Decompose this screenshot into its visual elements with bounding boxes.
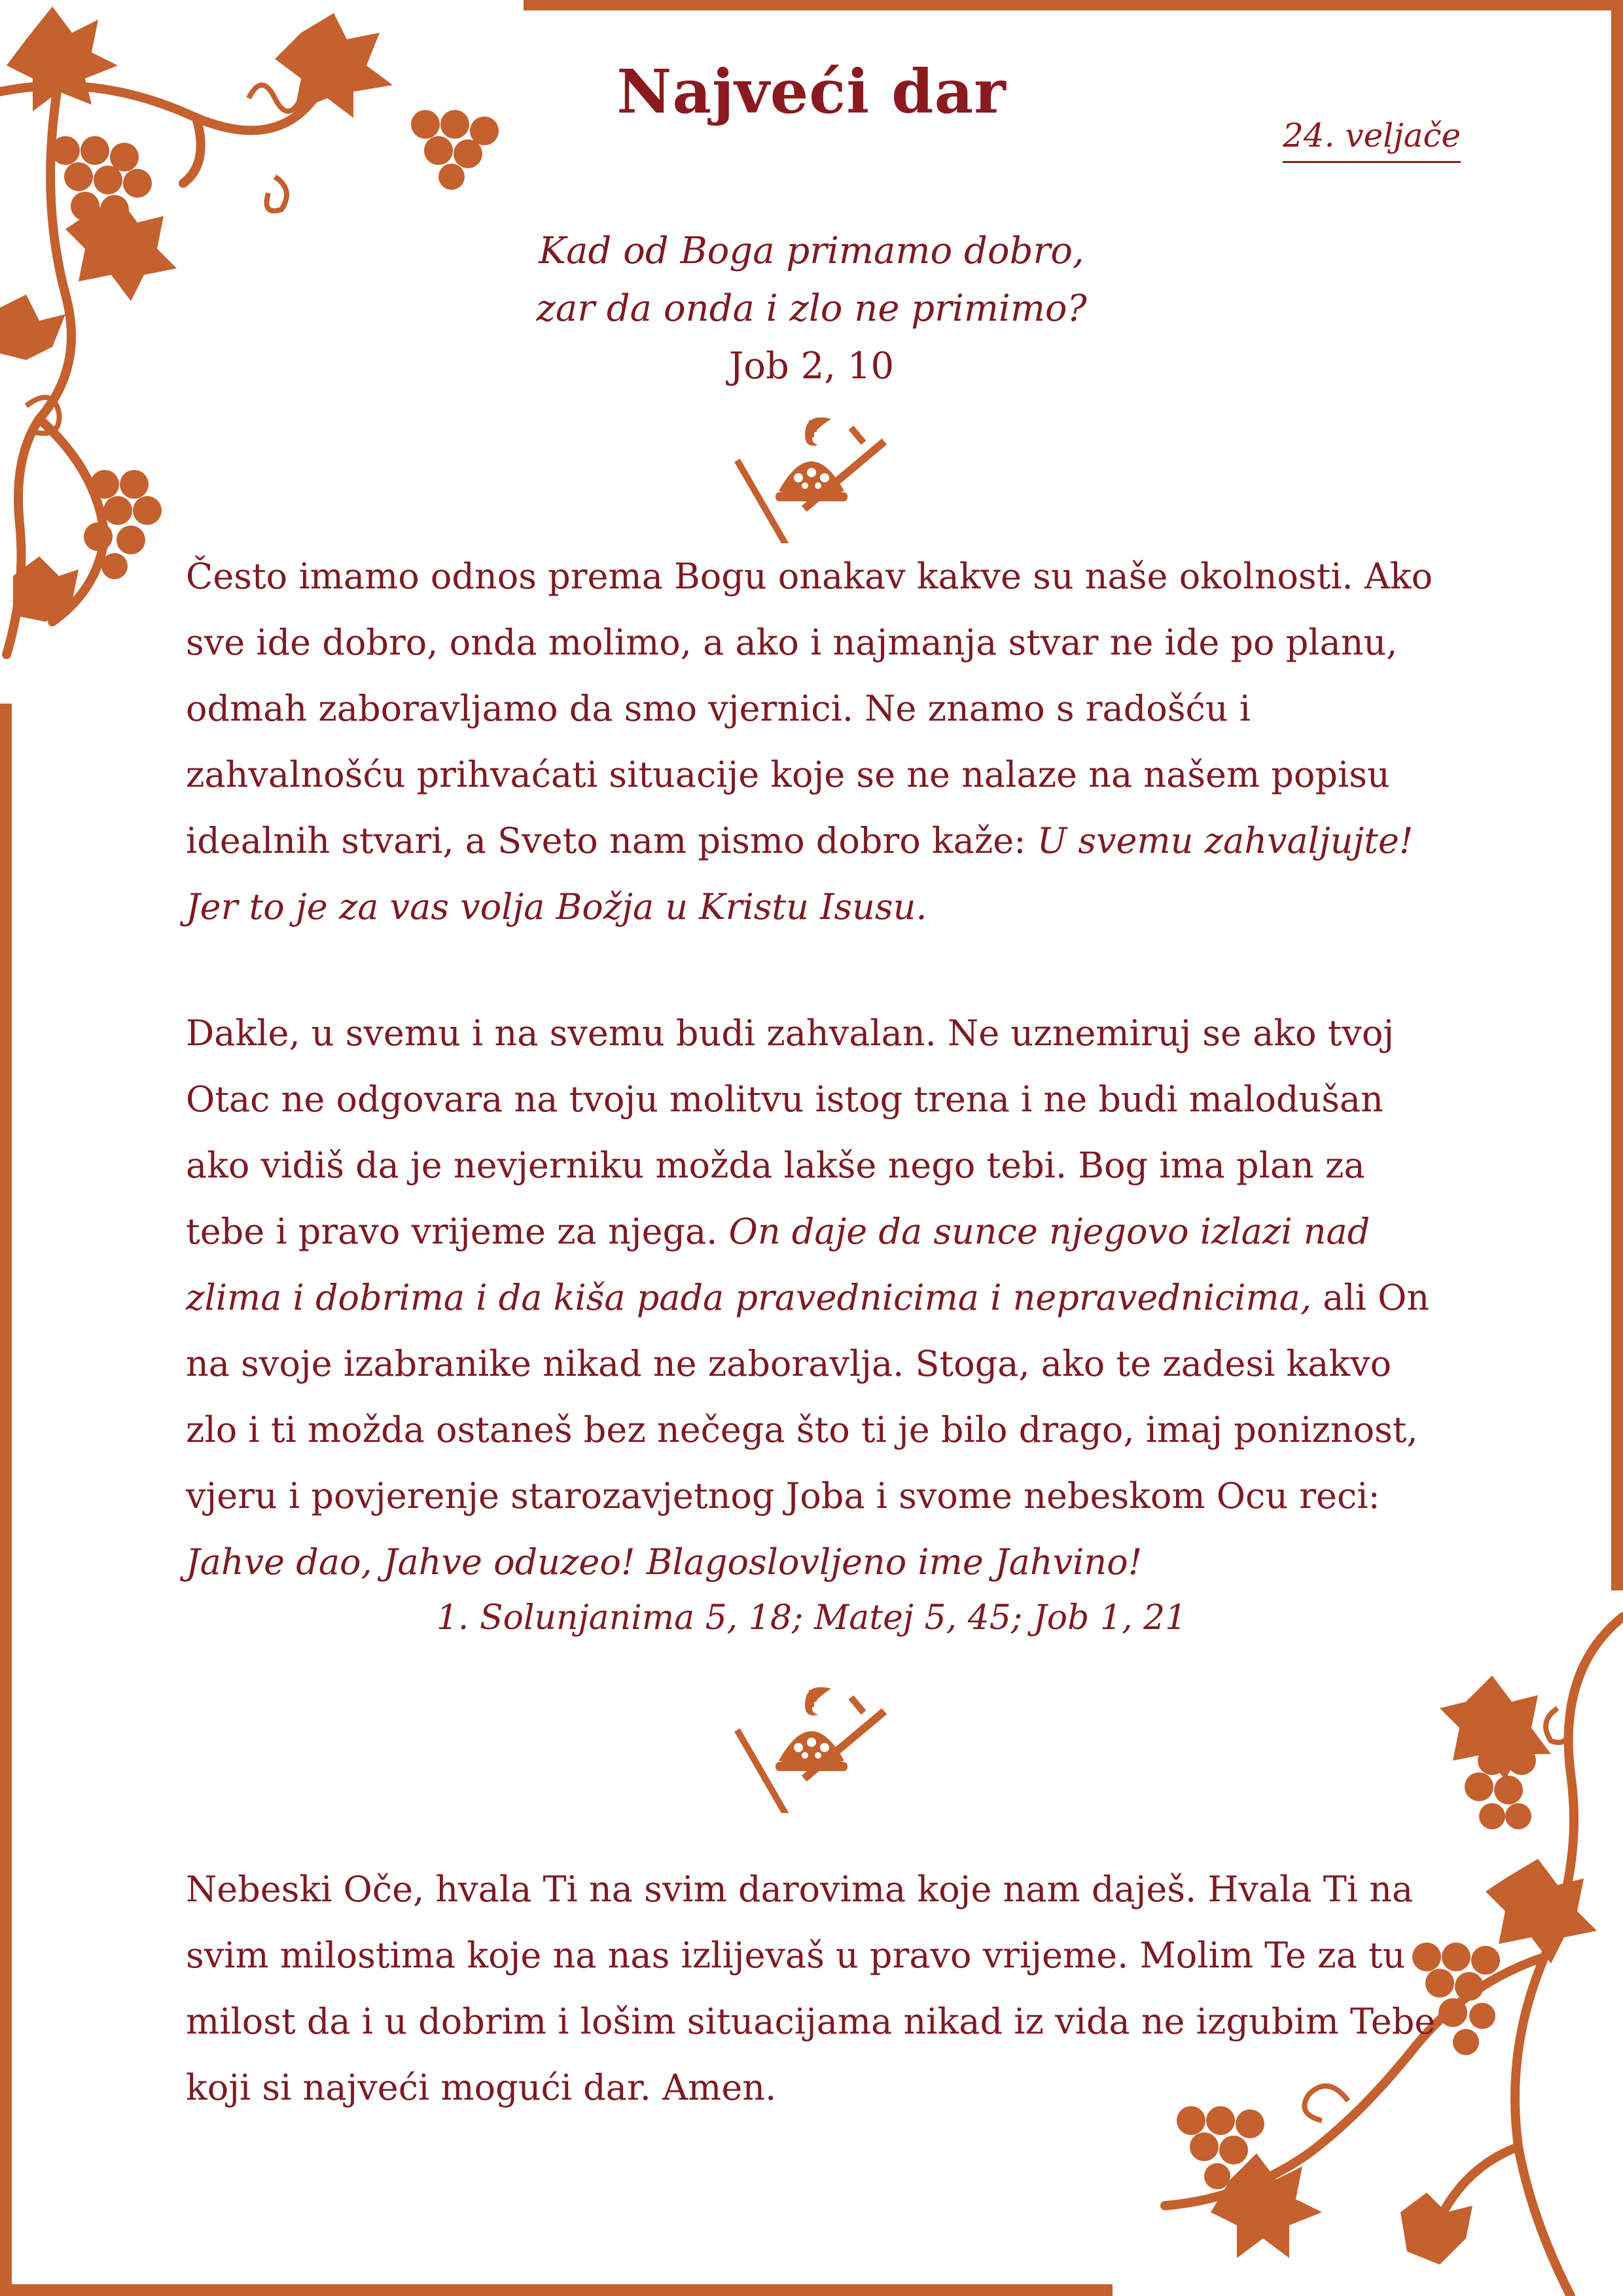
paragraph-2-quote-b: Jahve dao, Jahve oduzeo! Blagoslovljeno ime Jahvino!: [186, 1541, 1143, 1583]
prayer-paragraph: Nebeski Oče, hvala Ti na svim darovima koje nam daješ. Hvala Ti na svim milostima koje na nas izlijevaš u pravo vrijeme. Molim Te za tu milost da i u dobrim i lošim situacijama nikad iz vida ne izgubim Tebe koji si najveći mogući dar. Amen.: [186, 1869, 1436, 2108]
opening-verse: [0, 223, 1623, 395]
paragraph-2-text-b: ali On na svoje izabranike nikad ne zaboravlja. Stoga, ako te zadesi kakvo zlo i ti možda ostaneš bez nečega što ti je bilo drago, imaj poniznost, vjeru i povjerenje starozavjetnog Joba i svome nebeskom Ocu reci:: [186, 1277, 1430, 1516]
crown-crozier-sword-emblem-icon: [733, 1682, 890, 1813]
verse-reference: Job 2, 10: [728, 345, 895, 387]
bible-references: 1. Solunjanima 5, 18; Matej 5, 45; Job 1, 21: [436, 1598, 1187, 1638]
date-label: 24. veljače: [1283, 117, 1461, 163]
page-title: Najveći dar: [616, 56, 1007, 127]
frame-left-line: [0, 704, 12, 2296]
frame-bottom-line: [0, 2284, 1113, 2296]
paragraph-1-quote: U svemu zahvaljujte! Jer to je za vas volja Božja u Kristu Isusu.: [186, 820, 1414, 927]
paragraph-1: [186, 543, 1442, 940]
verse-line-1: Kad od Boga primamo dobro,: [539, 230, 1084, 272]
crown-crozier-sword-emblem-icon: [733, 412, 890, 543]
paragraph-2-text-a: Dakle, u svemu i na svemu budi zahvalan. Ne uznemiruj se ako tvoj Otac ne odgovara na tvoju molitvu istog trena i ne budi malodušan ako vidiš da je nevjerniku možda lakše nego tebi. Bog ima plan za tebe i pravo vrijeme za njega.: [186, 1013, 1395, 1252]
frame-top-line: [524, 0, 1623, 10]
paragraph-2-quote-a: On daje da sunce njegovo izlazi nad zlima i dobrima i da kiša pada pravednicima i nepravednicima,: [186, 1211, 1370, 1318]
verse-line-2: zar da onda i zlo ne primimo?: [536, 287, 1087, 330]
paragraph-2: [186, 1000, 1442, 1595]
paragraph-1-text: Često imamo odnos prema Bogu onakav kakve su naše okolnosti. Ako sve ide dobro, onda molimo, a ako i najmanja stvar ne ide po planu, odmah zaboravljamo da smo vjernici. Ne znamo s radošću i zahvalnošću prihvaćati situacije koje se ne nalaze na našem popisu idealnih stvari, a Sveto nam pismo dobro kaže:: [186, 556, 1433, 861]
